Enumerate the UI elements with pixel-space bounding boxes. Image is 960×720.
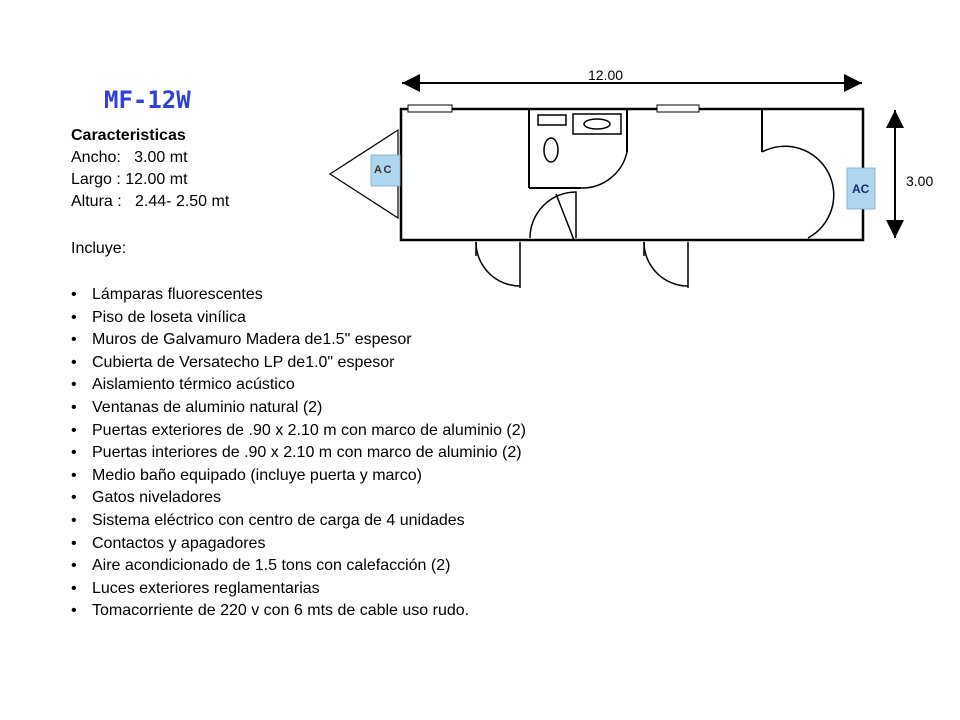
feature-text: Aislamiento térmico acústico bbox=[92, 376, 295, 394]
bullet: • bbox=[71, 376, 77, 394]
feature-text: Puertas exteriores de .90 x 2.10 m con marco de aluminio (2) bbox=[92, 421, 526, 439]
feature-text: Cubierta de Versatecho LP de1.0" espesor bbox=[92, 353, 395, 371]
sink-basin bbox=[584, 119, 610, 129]
bullet: • bbox=[71, 421, 77, 439]
model-title: MF-12W bbox=[104, 86, 191, 114]
feature-text: Medio baño equipado (incluye puerta y marco) bbox=[92, 466, 422, 484]
exterior-door-right bbox=[644, 242, 688, 286]
specs-heading: Caracteristicas bbox=[71, 127, 186, 144]
includes-label: Incluye: bbox=[71, 240, 127, 257]
spec-length: Largo : 12.00 mt bbox=[71, 171, 188, 188]
feature-text: Aire acondicionado de 1.5 tons con calefacción (2) bbox=[92, 557, 451, 575]
outer-wall bbox=[401, 109, 863, 240]
bullet: • bbox=[71, 579, 77, 597]
bullet: • bbox=[71, 534, 77, 552]
feature-text: Sistema eléctrico con centro de carga de 4 unidades bbox=[92, 511, 465, 529]
bullet: • bbox=[71, 557, 77, 575]
interior-door-1-leaf bbox=[556, 194, 574, 240]
bullet: • bbox=[71, 308, 77, 326]
bullet: • bbox=[71, 602, 77, 620]
bullet: • bbox=[71, 489, 77, 507]
feature-text: Contactos y apagadores bbox=[92, 534, 266, 552]
bullet: • bbox=[71, 331, 77, 349]
feature-text: Ventanas de aluminio natural (2) bbox=[92, 398, 323, 416]
interior-door-2 bbox=[762, 146, 834, 238]
bullet: • bbox=[71, 511, 77, 529]
length-dimension-label: 12.00 bbox=[588, 67, 624, 83]
exterior-door-left bbox=[476, 242, 520, 286]
window-left bbox=[408, 105, 452, 112]
bullet: • bbox=[71, 286, 77, 303]
ac-unit-right-label: AC bbox=[852, 182, 870, 196]
spec-width: Ancho: 3.00 mt bbox=[71, 149, 188, 166]
width-dimension-label: 3.00 bbox=[906, 173, 934, 189]
feature-text: Gatos niveladores bbox=[92, 489, 221, 507]
feature-text: Luces exteriores reglamentarias bbox=[92, 579, 320, 597]
feature-text: Piso de loseta vinílica bbox=[92, 308, 246, 326]
bullet: • bbox=[71, 444, 77, 462]
feature-text: Lámparas fluorescentes bbox=[92, 286, 263, 303]
toilet-tank bbox=[538, 115, 566, 125]
feature-text: Muros de Galvamuro Madera de1.5" espesor bbox=[92, 331, 412, 349]
sink bbox=[573, 114, 621, 134]
toilet-bowl bbox=[544, 138, 558, 162]
interior-door-1 bbox=[530, 192, 576, 238]
window-right bbox=[657, 105, 699, 112]
bathroom-door-swing bbox=[581, 152, 627, 188]
feature-text: Puertas interiores de .90 x 2.10 m con marco de aluminio (2) bbox=[92, 444, 522, 462]
bullet: • bbox=[71, 466, 77, 484]
spec-height: Altura : 2.44- 2.50 mt bbox=[71, 193, 230, 210]
bullet: • bbox=[71, 398, 77, 416]
feature-text: Tomacorriente de 220 v con 6 mts de cable uso rudo. bbox=[92, 602, 470, 620]
ac-unit-left-label: AC bbox=[374, 164, 393, 176]
bullet: • bbox=[71, 353, 77, 371]
